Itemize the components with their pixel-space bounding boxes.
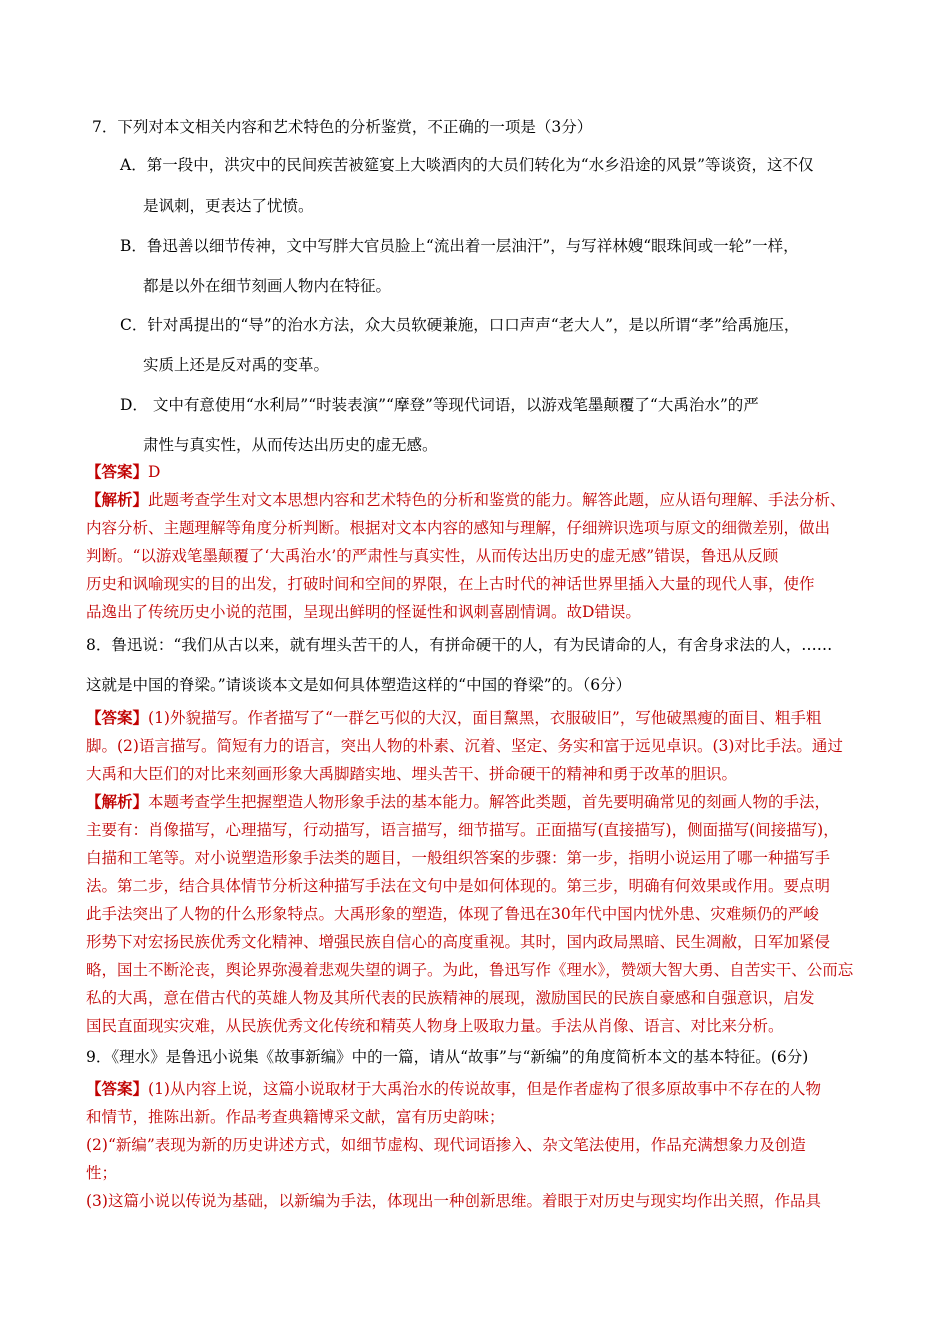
q8-analysis-line4: 法。第二步，结合具体情节分析这种描写手法在文句中是如何体现的。第三步，明确有何效果或作用。要点明 [86, 877, 831, 895]
q8-analysis-line1: 【解析】本题考查学生把握塑造人物形象手法的基本能力。解答此类题，首先要明确常见的刻画人物的手法， [86, 792, 831, 811]
q8-analysis-line6: 形势下对宏扬民族优秀文化精神、增强民族自信心的高度重视。其时，国内政局黑暗、民生凋敝，日军加紧侵 [86, 933, 831, 951]
q7-option-b-line2: 都是以外在细节刻画人物内在特征。 [143, 277, 392, 295]
q7-option-a-line1: A．第一段中，洪灾中的民间疾苦被筵宴上大啖酒肉的大员们转化为“水乡沿途的风景”等谈资，这不仅 [120, 156, 814, 174]
q8-analysis-line5: 此手法突出了人物的什么形象特点。大禹形象的塑造，体现了鲁迅在30年代中国内忧外患、灾难频仍的严峻 [86, 905, 819, 923]
q7-analysis-line1: 【解析】此题考查学生对文本思想内容和艺术特色的分析和鉴赏的能力。解答此题，应从语句理解、手法分析、 [86, 490, 846, 509]
q7-option-b-line1: B．鲁迅善以细节传神，文中写胖大官员脸上“流出着一层油汗”，与写祥林嫂“眼珠间或一轮”一样， [120, 237, 799, 255]
q7-answer-value: D [148, 463, 161, 481]
q8-answer-line1: 【答案】(1)外貌描写。作者描写了“一群乞丐似的大汉，面目黧黑，衣服破旧”，写他破黑瘦的面目、粗手粗 [86, 708, 822, 727]
q9-answer-line3: (2)“新编”表现为新的历史讲述方式，如细节虚构、现代词语掺入、杂文笔法使用，作品充满想象力及创造 [86, 1136, 806, 1154]
q8-analysis-line3: 白描和工笔等。对小说塑造形象手法类的题目，一般组织答案的步骤：第一步，指明小说运用了哪一种描写手 [86, 849, 831, 867]
q7-analysis-line4: 历史和讽喻现实的目的出发，打破时间和空间的界限，在上古时代的神话世界里插入大量的现代人事，使作 [86, 575, 815, 593]
q8-analysis-line2: 主要有：肖像描写，心理描写，行动描写，语言描写，细节描写。正面描写(直接描写)，侧面描写(间接描写)， [86, 821, 839, 839]
q7-analysis-line3: 判断。“以游戏笔墨颠覆了‘大禹治水’的严肃性与真实性，从而传达出历史的虚无感”错误，鲁迅从反顾 [86, 547, 779, 565]
answer-tag: 【答案】 [86, 1079, 149, 1098]
analysis-tag: 【解析】 [86, 490, 149, 509]
q9-answer-line1: 【答案】(1)从内容上说，这篇小说取材于大禹治水的传说故事，但是作者虚构了很多原故事中不存在的人物 [86, 1079, 821, 1098]
q7-option-d-line1: D． 文中有意使用“水利局”“时装表演”“摩登”等现代词语，以游戏笔墨颠覆了“大禹治水”的严 [120, 396, 759, 414]
q8-analysis-line9: 国民直面现实灾难，从民族优秀文化传统和精英人物身上吸取力量。手法从肖像、语言、对比来分析。 [86, 1017, 784, 1035]
q7-option-c-line1: C．针对禹提出的“导”的治水方法，众大员软硬兼施，口口声声“老大人”，是以所谓“孝”给禹施压， [120, 316, 800, 334]
q7-analysis-line2: 内容分析、主题理解等角度分析判断。根据对文本内容的感知与理解，仔细辨识选项与原文的细微差别，做出 [86, 519, 831, 537]
q7-analysis-line5: 品逸出了传统历史小说的范围，呈现出鲜明的怪诞性和讽刺喜剧情调。故D错误。 [86, 603, 641, 621]
q8-analysis-line8: 私的大禹，意在借古代的英雄人物及其所代表的民族精神的展现，激励国民的民族自豪感和自强意识，启发 [86, 989, 815, 1007]
q8-analysis-line7: 略，国土不断沦丧，舆论界弥漫着悲观失望的调子。为此，鲁迅写作《理水》，赞颂大智大勇、自苦实干、公而忘 [86, 961, 854, 979]
q7-stem: 7．下列对本文相关内容和艺术特色的分析鉴赏，不正确的一项是（3分） [92, 118, 593, 136]
q9-answer-line2: 和情节，推陈出新。作品考查典籍博采文献，富有历史韵味； [86, 1108, 505, 1126]
q7-answer [86, 461, 160, 483]
analysis-tag: 【解析】 [86, 792, 149, 811]
q8-answer-line3: 大禹和大臣们的对比来刻画形象大禹脚踏实地、埋头苦干、拼命硬干的精神和勇于改革的胆识。 [86, 765, 738, 783]
q7-option-a-line2: 是讽刺，更表达了忧愤。 [143, 197, 314, 215]
q9-answer-line5: (3)这篇小说以传说为基础，以新编为手法，体现出一种创新思维。着眼于对历史与现实均作出关照，作品具 [86, 1192, 821, 1210]
q9-answer-line4: 性； [86, 1164, 118, 1182]
q7-option-c-line2: 实质上还是反对禹的变革。 [143, 356, 330, 374]
q8-stem-line1: 8．鲁迅说：“我们从古以来，就有埋头苦干的人，有拼命硬干的人，有为民请命的人，有舍身求法的人，…… [86, 636, 833, 654]
answer-tag: 【答案】 [86, 708, 149, 727]
q7-option-d-line2: 肃性与真实性，从而传达出历史的虚无感。 [143, 436, 438, 454]
q8-answer-line2: 脚。(2)语言描写。简短有力的语言，突出人物的朴素、沉着、坚定、务实和富于远见卓识。(3)对比手法。通过 [86, 737, 843, 755]
q8-stem-line2: 这就是中国的脊梁。”请谈谈本文是如何具体塑造这样的“中国的脊梁”的。（6分） [86, 676, 632, 694]
answer-tag: 【答案】 [86, 462, 149, 481]
q9-stem: 9．《理水》是鲁迅小说集《故事新编》中的一篇，请从“故事”与“新编”的角度简析本文的基本特征。(6分) [86, 1048, 809, 1066]
